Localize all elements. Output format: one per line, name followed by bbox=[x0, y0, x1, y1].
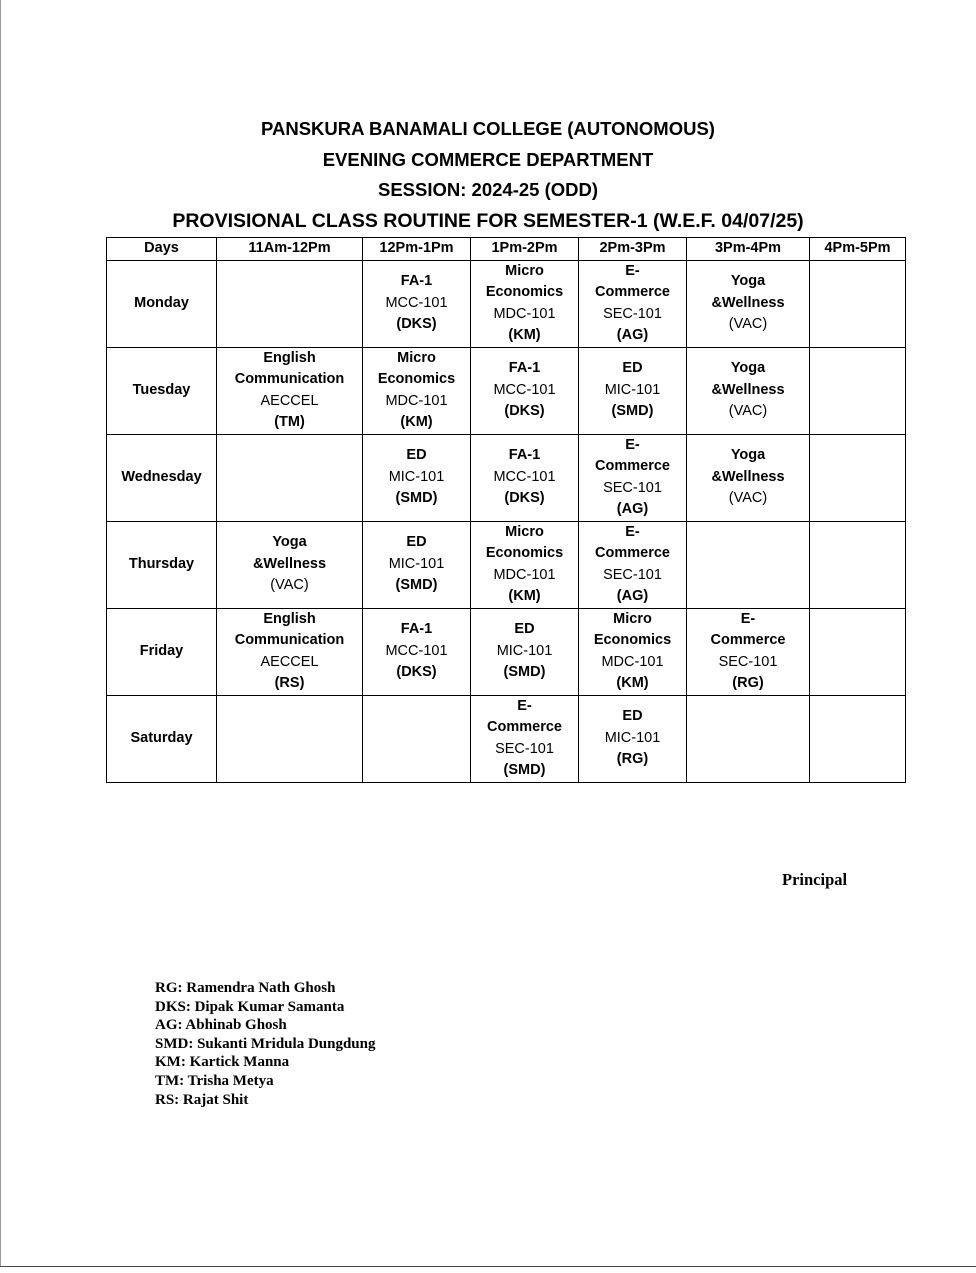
document-header bbox=[0, 114, 976, 236]
class-cell bbox=[217, 260, 363, 347]
cell-line: SEC-101 bbox=[603, 566, 662, 583]
cell-line: SEC-101 bbox=[718, 653, 778, 670]
class-cell bbox=[471, 695, 579, 782]
cell-line: MDC-101 bbox=[493, 566, 556, 583]
class-cell bbox=[363, 521, 471, 608]
cell-line: SEC-101 bbox=[603, 305, 662, 322]
cell-line: (AG) bbox=[616, 327, 649, 343]
cell-line: Micro bbox=[505, 262, 544, 279]
cell-line: (RG) bbox=[616, 751, 649, 768]
cell-line: MDC-101 bbox=[601, 653, 664, 670]
class-cell bbox=[579, 260, 687, 347]
column-header: 2Pm-3Pm bbox=[579, 238, 687, 261]
class-cell bbox=[810, 347, 906, 434]
cell-line: Economics bbox=[593, 632, 672, 648]
class-cell bbox=[579, 521, 687, 608]
day-cell: Monday bbox=[107, 260, 217, 347]
cell-line: AECCEL bbox=[260, 653, 319, 670]
class-cell bbox=[471, 260, 579, 347]
column-header: 1Pm-2Pm bbox=[471, 238, 579, 261]
cell-line: Economics bbox=[377, 371, 456, 387]
table-header-row bbox=[107, 238, 906, 261]
legend-item: DKS: Dipak Kumar Samanta bbox=[155, 998, 345, 1015]
legend-item: RS: Rajat Shit bbox=[155, 1091, 249, 1108]
cell-line: Micro bbox=[613, 610, 652, 627]
cell-line: FA-1 bbox=[508, 447, 541, 464]
cell-line: SEC-101 bbox=[603, 479, 662, 496]
legend-item: SMD: Sukanti Mridula Dungdung bbox=[155, 1035, 376, 1052]
cell-line: (DKS) bbox=[504, 403, 545, 420]
cell-line: MCC-101 bbox=[493, 381, 556, 398]
cell-line: (VAC) bbox=[728, 403, 768, 420]
legend-item: TM: Trisha Metya bbox=[155, 1072, 274, 1089]
cell-line: (SMD) bbox=[395, 577, 438, 594]
cell-line: (RS) bbox=[274, 675, 305, 691]
day-cell: Saturday bbox=[107, 695, 217, 782]
day-cell: Friday bbox=[107, 608, 217, 695]
college-name: PANSKURA BANAMALI COLLEGE (AUTONOMOUS) bbox=[261, 118, 715, 139]
cell-line: (DKS) bbox=[396, 316, 437, 333]
cell-line: E- bbox=[517, 697, 532, 714]
cell-line: E- bbox=[740, 610, 756, 627]
cell-line: E- bbox=[625, 523, 640, 540]
day-cell: Tuesday bbox=[107, 347, 217, 434]
cell-line: ED bbox=[406, 534, 427, 551]
cell-line: (SMD) bbox=[611, 403, 654, 420]
class-cell bbox=[687, 608, 810, 695]
faculty-legend bbox=[155, 979, 376, 1109]
column-header: 4Pm-5Pm bbox=[810, 238, 906, 261]
principal-signature-label: Principal bbox=[782, 870, 848, 889]
column-header: 12Pm-1Pm bbox=[363, 238, 471, 261]
legend-item: AG: Abhinab Ghosh bbox=[155, 1017, 287, 1034]
cell-line: &Wellness bbox=[711, 468, 785, 485]
cell-line: (AG) bbox=[616, 588, 649, 604]
cell-line: FA-1 bbox=[508, 360, 541, 377]
class-cell bbox=[687, 260, 810, 347]
cell-line: AECCEL bbox=[260, 392, 319, 409]
cell-line: Commerce bbox=[595, 284, 670, 300]
table-row bbox=[107, 434, 906, 521]
cell-line: Micro bbox=[505, 523, 544, 540]
cell-line: &Wellness bbox=[252, 555, 327, 572]
cell-line: (TM) bbox=[274, 414, 305, 430]
session-label: SESSION: 2024-25 (ODD) bbox=[377, 179, 598, 200]
class-cell bbox=[579, 608, 687, 695]
cell-line: Communication bbox=[234, 632, 345, 648]
cell-line: (VAC) bbox=[728, 490, 768, 507]
column-header: 3Pm-4Pm bbox=[687, 238, 810, 261]
class-cell bbox=[810, 260, 906, 347]
cell-line: Commerce bbox=[595, 458, 670, 474]
cell-line: Commerce bbox=[710, 632, 786, 648]
cell-line: MIC-101 bbox=[496, 642, 553, 659]
class-cell bbox=[363, 260, 471, 347]
cell-line: FA-1 bbox=[400, 621, 433, 638]
cell-line: English bbox=[263, 349, 316, 366]
table-row bbox=[107, 608, 906, 695]
class-cell bbox=[810, 695, 906, 782]
cell-line: Yoga bbox=[730, 360, 766, 377]
cell-line: MIC-101 bbox=[388, 555, 445, 572]
cell-line: ED bbox=[406, 447, 427, 464]
legend-item: KM: Kartick Manna bbox=[155, 1054, 290, 1071]
cell-line: (SMD) bbox=[395, 490, 438, 507]
class-cell bbox=[810, 608, 906, 695]
class-cell bbox=[687, 695, 810, 782]
column-header: Days bbox=[107, 238, 217, 261]
table-body bbox=[107, 260, 906, 782]
class-routine-table bbox=[106, 237, 906, 783]
cell-line: MDC-101 bbox=[385, 392, 448, 409]
class-cell bbox=[810, 521, 906, 608]
cell-line: (AG) bbox=[616, 501, 649, 517]
class-cell bbox=[217, 347, 363, 434]
cell-line: MIC-101 bbox=[604, 729, 661, 746]
column-header: 11Am-12Pm bbox=[217, 238, 363, 261]
cell-line: (DKS) bbox=[396, 664, 437, 681]
class-cell bbox=[471, 608, 579, 695]
day-cell: Wednesday bbox=[107, 434, 217, 521]
table-row bbox=[107, 695, 906, 782]
cell-line: E- bbox=[625, 262, 640, 279]
class-cell bbox=[471, 347, 579, 434]
class-cell bbox=[687, 347, 810, 434]
cell-line: FA-1 bbox=[400, 273, 433, 290]
table-row bbox=[107, 260, 906, 347]
class-cell bbox=[471, 434, 579, 521]
cell-line: Yoga bbox=[730, 273, 766, 290]
cell-line: (SMD) bbox=[503, 762, 546, 778]
day-cell: Thursday bbox=[107, 521, 217, 608]
table-row bbox=[107, 521, 906, 608]
class-cell bbox=[363, 347, 471, 434]
class-cell bbox=[579, 695, 687, 782]
cell-line: &Wellness bbox=[711, 381, 785, 398]
cell-line: MCC-101 bbox=[385, 294, 448, 311]
cell-line: Yoga bbox=[730, 447, 766, 464]
department-name: EVENING COMMERCE DEPARTMENT bbox=[322, 148, 654, 170]
class-cell bbox=[579, 347, 687, 434]
cell-line: Communication bbox=[234, 371, 345, 387]
cell-line: Economics bbox=[485, 284, 564, 300]
cell-line: ED bbox=[514, 621, 535, 638]
class-cell bbox=[217, 608, 363, 695]
cell-line: Commerce bbox=[595, 545, 670, 561]
cell-line: (SMD) bbox=[503, 664, 546, 681]
cell-line: (KM) bbox=[400, 414, 433, 430]
cell-line: SEC-101 bbox=[495, 740, 554, 757]
routine-title: PROVISIONAL CLASS ROUTINE FOR SEMESTER-1 (W.E.F. 04/07/25) bbox=[172, 209, 804, 232]
cell-line: English bbox=[263, 610, 316, 627]
cell-line: (DKS) bbox=[504, 490, 545, 507]
cell-line: E- bbox=[625, 436, 640, 453]
class-cell bbox=[810, 434, 906, 521]
cell-line: Yoga bbox=[272, 534, 307, 551]
cell-line: MCC-101 bbox=[385, 642, 448, 659]
cell-line: (KM) bbox=[508, 588, 541, 604]
cell-line: MIC-101 bbox=[604, 381, 661, 398]
cell-line: Commerce bbox=[487, 719, 562, 735]
cell-line: ED bbox=[622, 360, 643, 377]
class-cell bbox=[687, 521, 810, 608]
class-cell bbox=[217, 695, 363, 782]
cell-line: (VAC) bbox=[728, 316, 768, 333]
cell-line: ED bbox=[622, 708, 643, 725]
legend-item: RG: Ramendra Nath Ghosh bbox=[155, 980, 336, 996]
cell-line: MDC-101 bbox=[493, 305, 556, 322]
cell-line: MIC-101 bbox=[388, 468, 445, 485]
table-row bbox=[107, 347, 906, 434]
cell-line: &Wellness bbox=[711, 294, 785, 311]
class-cell bbox=[363, 434, 471, 521]
cell-line: (RG) bbox=[732, 675, 764, 691]
cell-line: Micro bbox=[397, 349, 436, 366]
class-cell bbox=[217, 521, 363, 608]
class-cell bbox=[579, 434, 687, 521]
class-cell bbox=[687, 434, 810, 521]
class-cell bbox=[363, 608, 471, 695]
class-cell bbox=[471, 521, 579, 608]
cell-line: MCC-101 bbox=[493, 468, 556, 485]
cell-line: (KM) bbox=[616, 675, 649, 691]
cell-line: (KM) bbox=[508, 327, 541, 343]
cell-line: (VAC) bbox=[270, 577, 309, 594]
cell-line: Economics bbox=[485, 545, 564, 561]
class-cell bbox=[363, 695, 471, 782]
class-cell bbox=[217, 434, 363, 521]
